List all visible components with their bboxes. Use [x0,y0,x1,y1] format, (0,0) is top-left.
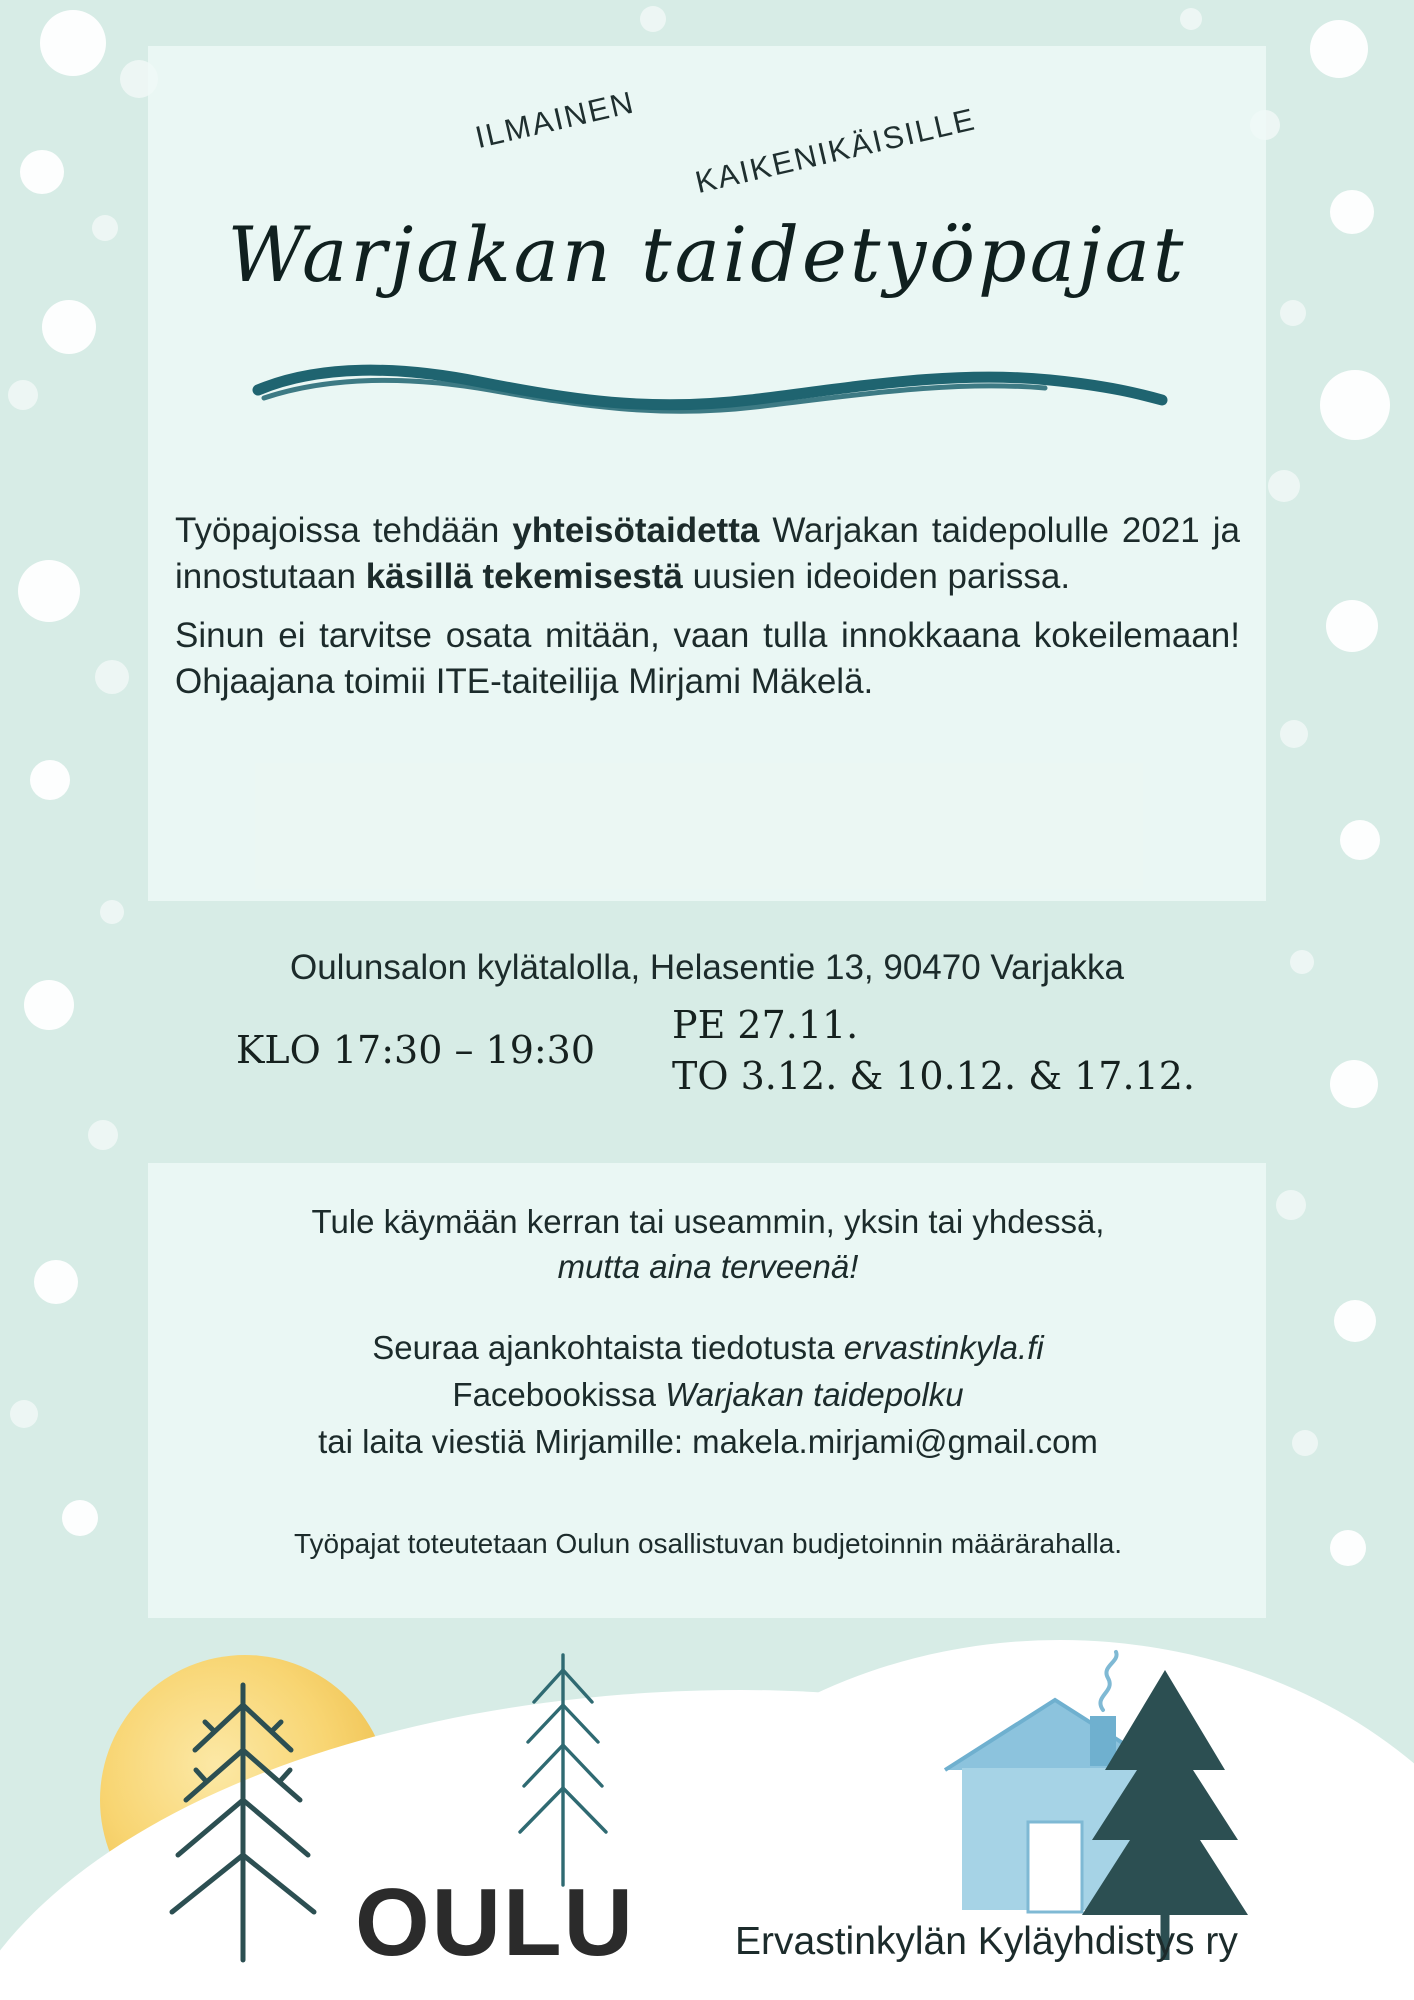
invitation-line-1: Tule käymään kerran tai useammin, yksin tai yhdessä, [311,1203,1105,1240]
follow-line-2 [178,1372,1238,1419]
snow-dot [100,900,124,924]
website-link[interactable]: ervastinkyla.fi [843,1329,1044,1366]
snow-dot [1340,820,1380,860]
intro-paragraph-1 [175,508,1240,599]
snow-dot [1330,1530,1366,1566]
snow-dot [1326,600,1378,652]
invitation-text [178,1200,1238,1289]
chimney-smoke-icon [1100,1652,1116,1710]
kicker-free: ILMAINEN [471,84,639,156]
facebook-page-name[interactable]: Warjakan taidepolku [665,1375,964,1413]
contact-email-line[interactable]: tai laita viestiä Mirjamille: makela.mirjami@gmail.com [318,1422,1098,1460]
association-name: Ervastinkylän Kyläyhdistys ry [735,1920,1238,1963]
intro-bold-2: käsillä tekemisestä [365,556,683,596]
event-dates [672,1000,1195,1103]
snow-dot [1280,720,1308,748]
snow-dot [10,1400,38,1428]
snow-dot [1280,300,1306,326]
oulu-logo: OULU [355,1869,635,1976]
event-date-line-1: PE 27.11. [672,1003,859,1047]
snow-dot [1268,470,1300,502]
intro-seg-3: uusien ideoiden parissa. [682,556,1071,596]
snow-dot [88,1120,118,1150]
event-time: KLO 17:30 – 19:30 [236,1028,596,1072]
snow-dot [1330,1060,1378,1108]
snow-dot [8,380,38,410]
snow-dot [95,660,129,694]
event-date-line-2: TO 3.12. & 10.12. & 17.12. [672,1054,1195,1099]
follow-line-2-text: Facebookissa [452,1375,666,1413]
snow-dot [30,760,70,800]
snow-dot [40,10,106,76]
pine-tree-small-icon [520,1655,606,1885]
snow-dot [18,560,80,622]
snow-dot [20,150,64,194]
intro-bold-1: yhteisötaidetta [512,511,760,550]
snow-dot [640,6,666,32]
snow-dot [34,1260,78,1304]
venue-address: Oulunsalon kylätalolla, Helasentie 13, 90470 Varjakka [289,948,1125,987]
invitation-line-2: mutta aina terveenä! [557,1247,859,1285]
kicker-all-ages: KAIKENIKÄISILLE [691,101,980,201]
intro-paragraph-2: Sinun ei tarvitse osata mitään, vaan tulla innokkaana kokeilemaan! Ohjaajana toimii ITE-taiteilija Mirjami Mäkelä. [175,616,1240,701]
intro-seg-1: Työpajoissa tehdään [175,511,513,550]
snow-dot [1180,8,1202,30]
snow-dot [1334,1300,1376,1342]
brush-underline-icon [250,360,1170,420]
funding-note: Työpajat toteutetaan Oulun osallistuvan budjetoinnin määrärahalla. [293,1528,1123,1559]
intro-text [175,508,1240,704]
follow-line-1 [178,1325,1238,1372]
snow-dot [1276,1190,1306,1220]
snow-dot [1310,20,1368,78]
intro-seg-2: Warjakan taidepolulle 2021 ja innostutaan [175,511,1240,596]
snow-dot [42,300,96,354]
snow-dot [1320,370,1390,440]
snow-dot [1292,1430,1318,1456]
page-title: Warjakan taidetyöpajat [227,210,1187,299]
snow-dot [62,1500,98,1536]
pine-tree-icon [172,1685,314,1960]
follow-line-1-text: Seuraa ajankohtaista tiedotusta [372,1329,844,1366]
follow-info [178,1325,1238,1466]
